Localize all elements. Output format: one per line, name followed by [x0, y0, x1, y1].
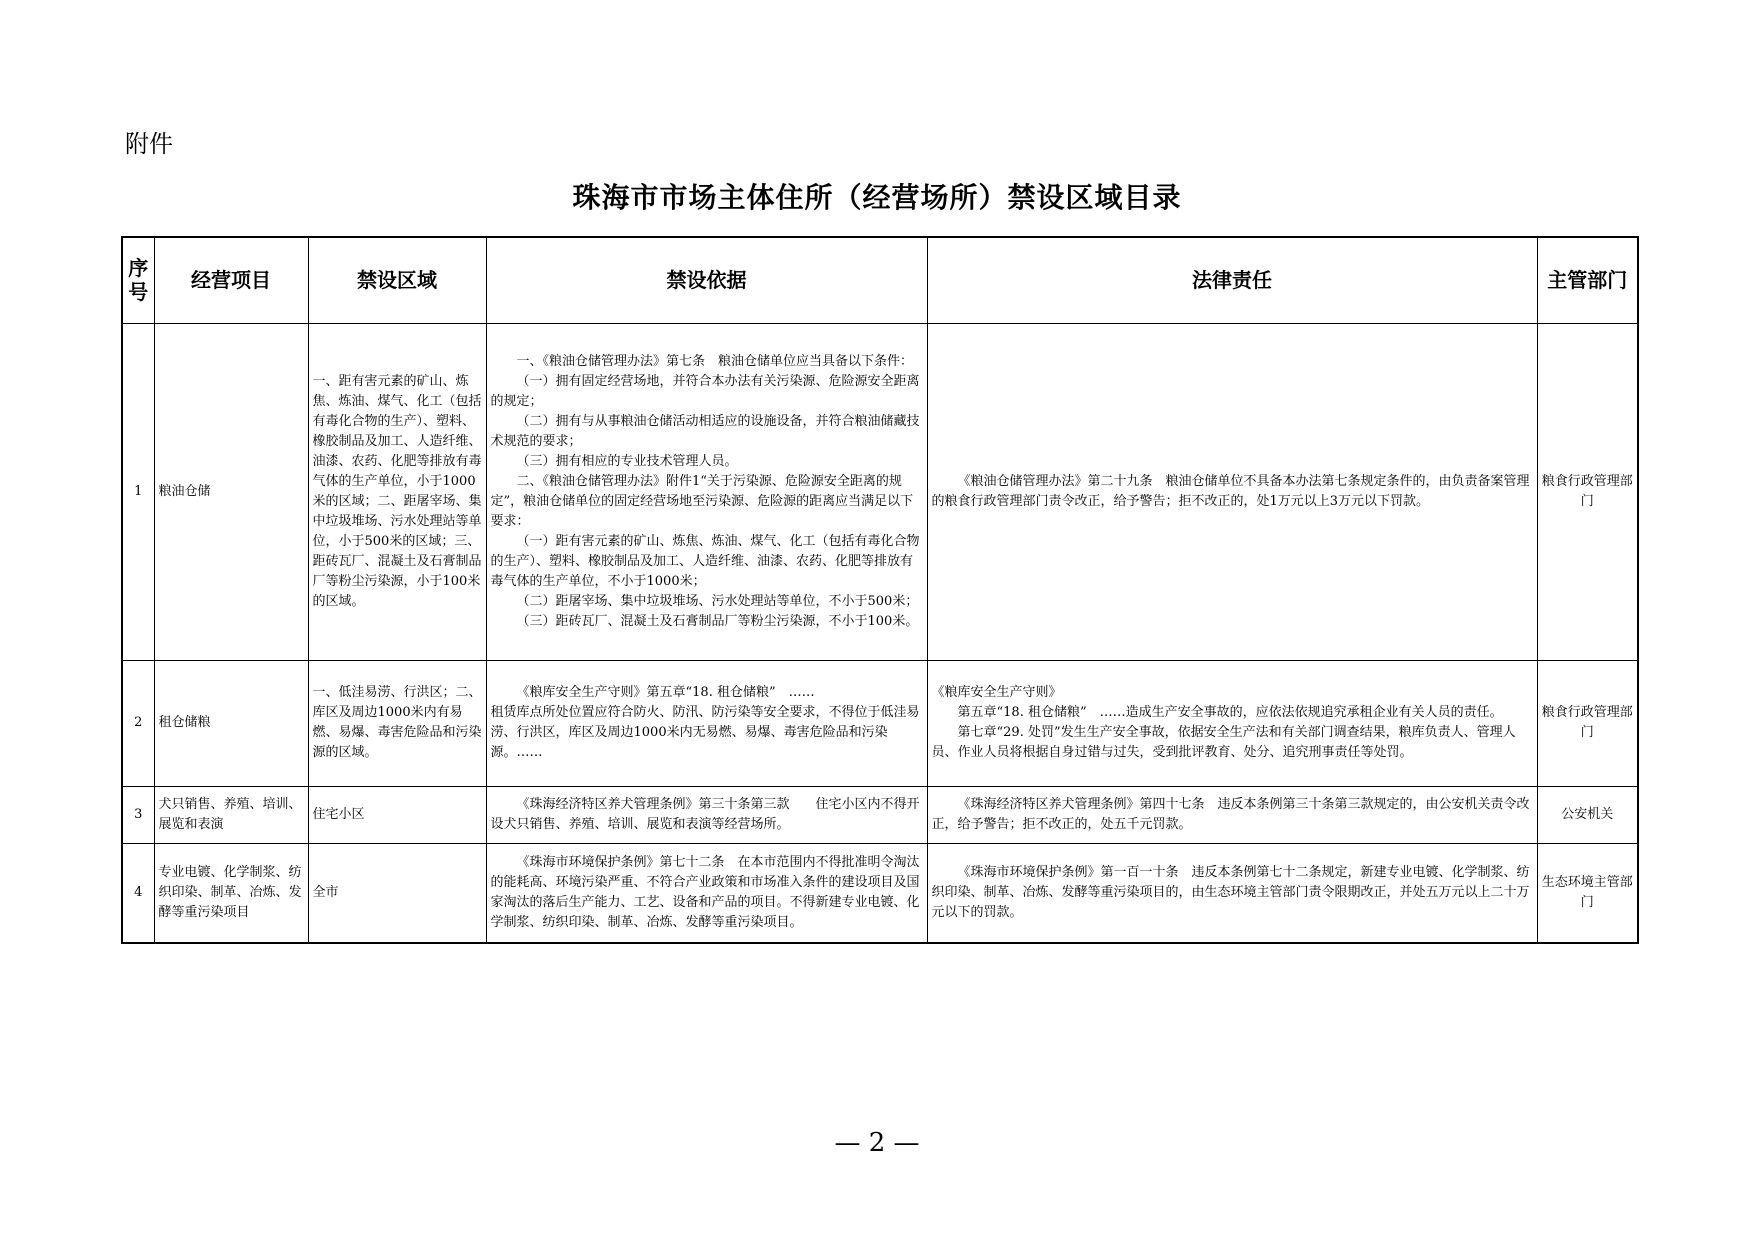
- liability-line: 第五章“18. 租仓储粮” ……造成生产安全事故的，应依法依规追究承租企业有关人员的责任。: [957, 705, 1503, 720]
- row-no: 3: [122, 786, 154, 843]
- row-dept: 生态环境主管部门: [1537, 843, 1638, 943]
- row-item: 专业电镀、化学制浆、纺织印染、制革、冶炼、发酵等重污染项目: [154, 843, 308, 943]
- row-dept: 粮食行政管理部门: [1537, 660, 1638, 786]
- table-row: [122, 323, 1638, 660]
- header-liability: 法律责任: [927, 237, 1537, 323]
- liability-line: 第七章“29. 处罚”发生生产安全事故，依据安全生产法和有关部门调查结果，粮库负责人、管理人员、作业人员将根据自身过错与过失，受到批评教育、处分、追究刑事责任等处罚。: [931, 725, 1516, 760]
- liability-line: 《粮库安全生产守则》: [931, 685, 1062, 700]
- header-basis: 禁设依据: [486, 237, 927, 323]
- row-liability: [927, 786, 1537, 843]
- row-zone: 一、距有害元素的矿山、炼焦、炼油、煤气、化工（包括有毒化合物的生产）、塑料、橡胶制品及加工、人造纤维、油漆、农药、化肥等排放有毒气体的生产单位，小于1000米的区域；二、距屠宰场、集中垃圾堆场、污水处理站等单位，小于500米的区域；三、距砖瓦厂、混凝土及石膏制品厂等粉尘污染源，小于100米的区域。: [308, 323, 486, 660]
- liability-line: 《珠海市环境保护条例》第一百一十条 违反本条例第七十二条规定，新建专业电镀、化学制浆、纺织印染、制革、冶炼、发酵等重污染项目的，由生态环境主管部门责令限期改正，并处五万元以上二十万元以下的罚款。: [931, 864, 1530, 920]
- basis-line: 《珠海市环境保护条例》第七十二条 在本市范围内不得批准明令淘汰的能耗高、环境污染严重、不符合产业政策和市场准入条件的建设项目及国家淘汰的落后生产能力、工艺、设备和产品的项目。不得新建专业电镀、化学制浆、纺织印染、制革、冶炼、发酵等重污染项目。: [490, 854, 920, 930]
- page-number: — 2 —: [834, 1128, 920, 1158]
- row-item: 粮油仓储: [154, 323, 308, 660]
- liability-line: 《珠海经济特区养犬管理条例》第四十七条 违反本条例第三十条第三款规定的，由公安机关责令改正，给予警告；拒不改正的，处五千元罚款。: [931, 796, 1530, 832]
- row-basis: [486, 786, 927, 843]
- table-row: [122, 660, 1638, 786]
- header-zone: 禁设区域: [308, 237, 486, 323]
- row-no: 2: [122, 660, 154, 786]
- row-no: 1: [122, 323, 154, 660]
- basis-line: 《粮库安全生产守则》第五章“18. 租仓储粮” ……: [516, 685, 815, 700]
- basis-line: 二、《粮油仓储管理办法》附件1“关于污染源、危险源安全距离的规定”，粮油仓储单位的固定经营场地至污染源、危险源的距离应当满足以下要求：: [490, 473, 914, 529]
- row-liability: [927, 660, 1537, 786]
- basis-line: （三）距砖瓦厂、混凝土及石膏制品厂等粉尘污染源，不小于100米。: [516, 613, 919, 629]
- basis-line: 《珠海经济特区养犬管理条例》第三十条第三款 住宅小区内不得开设犬只销售、养殖、培训、展览和表演等经营场所。: [490, 796, 920, 832]
- row-basis: [486, 660, 927, 786]
- basis-line: （三）拥有相应的专业技术管理人员。: [516, 453, 738, 469]
- row-no: 4: [122, 843, 154, 943]
- row-dept: 粮食行政管理部门: [1537, 323, 1638, 660]
- row-liability: [927, 843, 1537, 943]
- row-basis: [486, 323, 927, 660]
- basis-line: 一、《粮油仓储管理办法》第七条 粮油仓储单位应当具备以下条件：: [516, 353, 914, 369]
- row-zone: 住宅小区: [308, 786, 486, 843]
- basis-line: （一）距有害元素的矿山、炼焦、炼油、煤气、化工（包括有毒化合物的生产）、塑料、橡胶制品及加工、人造纤维、油漆、农药、化肥等排放有毒气体的生产单位，不小于1000米；: [490, 533, 920, 589]
- row-item: 租仓储粮: [154, 660, 308, 786]
- table-row: [122, 843, 1638, 943]
- row-dept: 公安机关: [1537, 786, 1638, 843]
- prohibited-zone-table: [121, 236, 1639, 944]
- header-item: 经营项目: [154, 237, 308, 323]
- row-zone: 全市: [308, 843, 486, 943]
- table-row: [122, 786, 1638, 843]
- row-basis: [486, 843, 927, 943]
- basis-line: （二）拥有与从事粮油仓储活动相适应的设施设备，并符合粮油储藏技术规范的要求；: [490, 413, 920, 449]
- basis-line: （二）距屠宰场、集中垃圾堆场、污水处理站等单位，不小于500米；: [516, 593, 919, 609]
- header-no: 序号: [122, 237, 154, 323]
- row-liability: [927, 323, 1537, 660]
- attachment-label: 附件: [125, 130, 173, 158]
- document-title: 珠海市市场主体住所（经营场所）禁设区域目录: [572, 181, 1182, 214]
- liability-line: 《粮油仓储管理办法》第二十九条 粮油仓储单位不具备本办法第七条规定条件的，由负责备案管理的粮食行政管理部门责令改正，给予警告；拒不改正的，处1万元以上3万元以下罚款。: [931, 473, 1530, 509]
- row-zone: 一、低洼易涝、行洪区；二、库区及周边1000米内有易燃、易爆、毒害危险品和污染源的区域。: [308, 660, 486, 786]
- basis-line: 租赁库点所处位置应符合防火、防汛、防污染等安全要求，不得位于低洼易涝、行洪区，库区及周边1000米内无易燃、易爆、毒害危险品和污染源。……: [490, 705, 920, 760]
- basis-line: （一）拥有固定经营场地，并符合本办法有关污染源、危险源安全距离的规定；: [490, 373, 920, 409]
- header-dept: 主管部门: [1537, 237, 1638, 323]
- table-header-row: [122, 237, 1638, 323]
- row-item: 犬只销售、养殖、培训、展览和表演: [154, 786, 308, 843]
